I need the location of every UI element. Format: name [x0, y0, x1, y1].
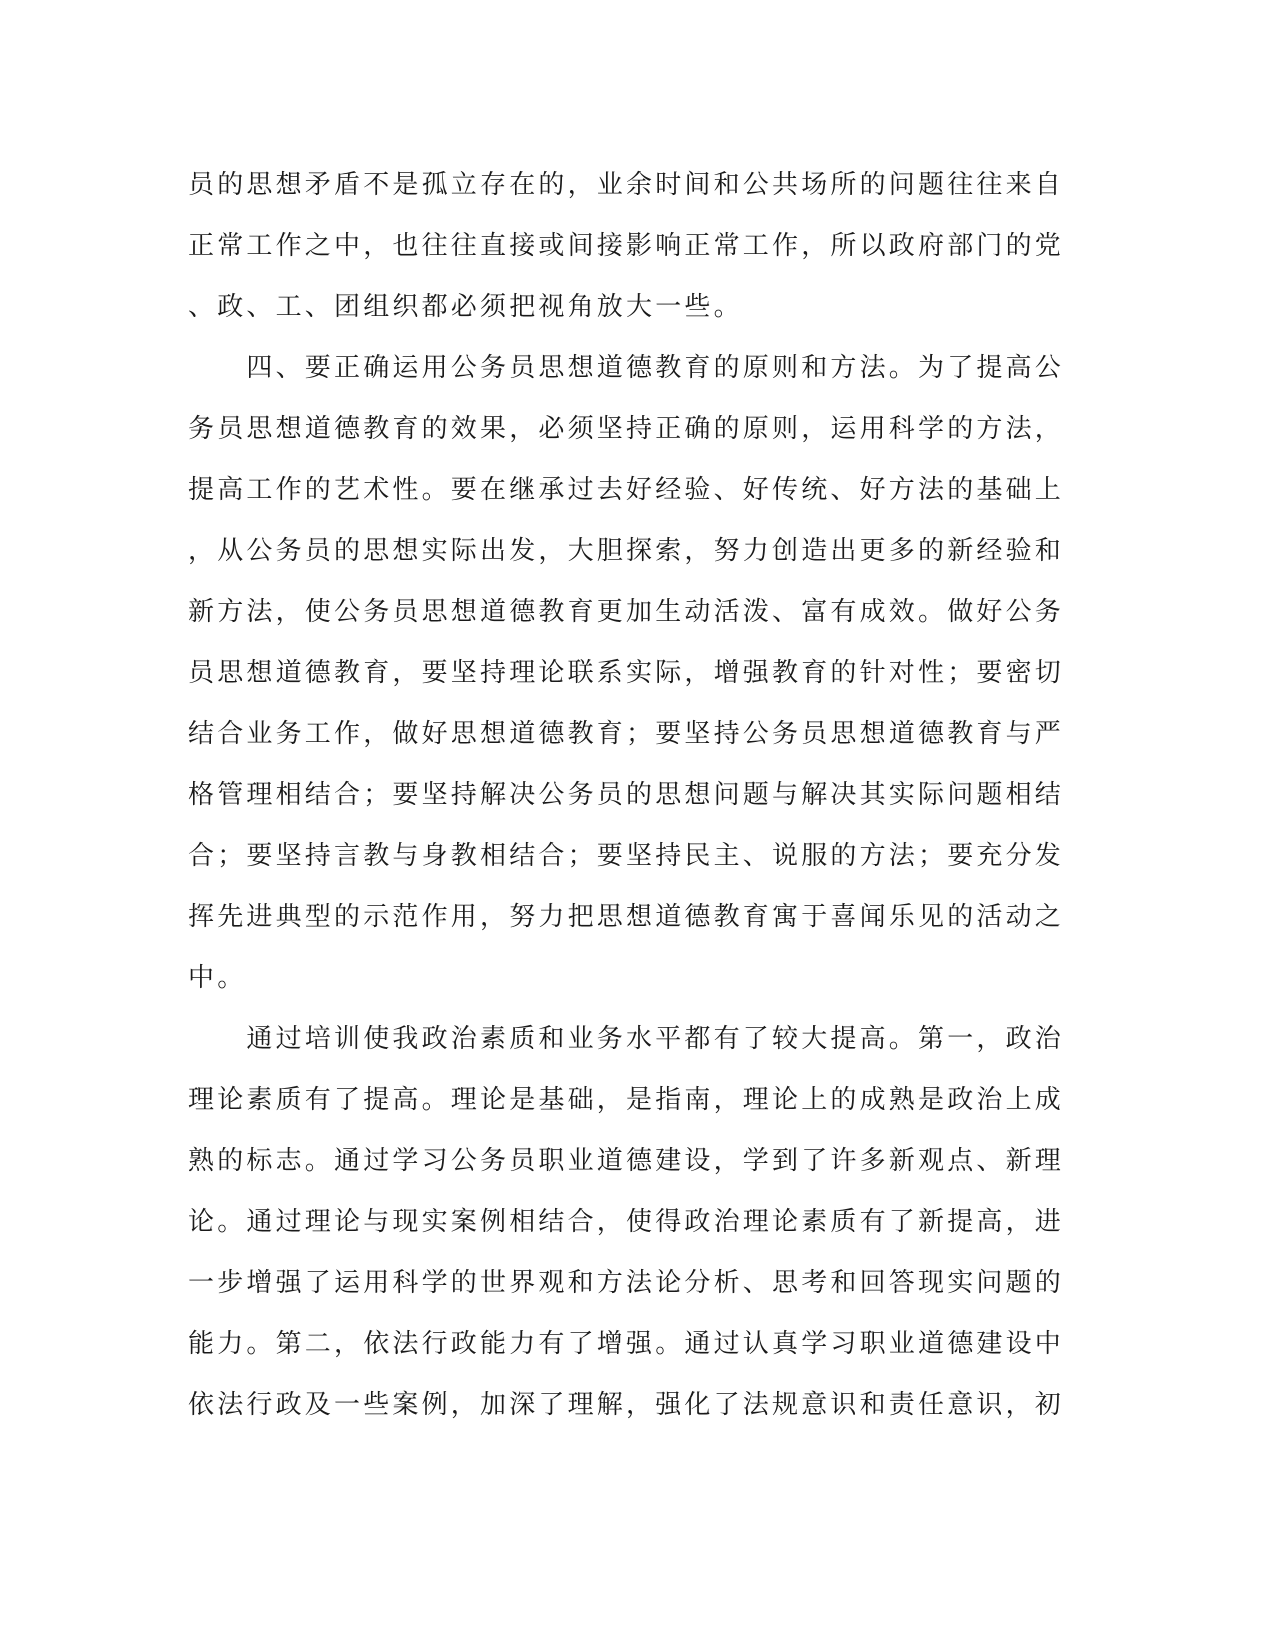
- text-line: ，从公务员的思想实际出发，大胆探索，努力创造出更多的新经验和: [188, 536, 1065, 566]
- text-line: 通过培训使我政治素质和业务水平都有了较大提高。第一，政治: [188, 1024, 1065, 1054]
- text-line: 一步增强了运用科学的世界观和方法论分析、思考和回答现实问题的: [188, 1268, 1065, 1298]
- text-line: 务员思想道德教育的效果，必须坚持正确的原则，运用科学的方法，: [188, 414, 1065, 444]
- text-line: 员的思想矛盾不是孤立存在的，业余时间和公共场所的问题往往来自: [188, 170, 1065, 200]
- text-line: 新方法，使公务员思想道德教育更加生动活泼、富有成效。做好公务: [188, 597, 1065, 627]
- paragraph-3: [188, 1009, 1088, 1436]
- text-line: 依法行政及一些案例，加深了理解，强化了法规意识和责任意识，初: [188, 1390, 1065, 1420]
- text-line: 员思想道德教育，要坚持理论联系实际，增强教育的针对性；要密切: [188, 658, 1065, 688]
- text-line: 论。通过理论与现实案例相结合，使得政治理论素质有了新提高，进: [188, 1207, 1065, 1237]
- text-line: 熟的标志。通过学习公务员职业道德建设，学到了许多新观点、新理: [188, 1146, 1065, 1176]
- paragraph-1: [188, 155, 1088, 338]
- text-line: 格管理相结合；要坚持解决公务员的思想问题与解决其实际问题相结: [188, 780, 1065, 810]
- text-line: 提高工作的艺术性。要在继承过去好经验、好传统、好方法的基础上: [188, 475, 1065, 505]
- text-line: 能力。第二，依法行政能力有了增强。通过认真学习职业道德建设中: [188, 1329, 1065, 1359]
- document-body: [188, 155, 1088, 1436]
- text-line: 正常工作之中，也往往直接或间接影响正常工作，所以政府部门的党: [188, 231, 1065, 261]
- text-line: 挥先进典型的示范作用，努力把思想道德教育寓于喜闻乐见的活动之: [188, 902, 1065, 932]
- text-line: 中。: [188, 963, 247, 993]
- text-line: 合；要坚持言教与身教相结合；要坚持民主、说服的方法；要充分发: [188, 841, 1065, 871]
- text-line: 结合业务工作，做好思想道德教育；要坚持公务员思想道德教育与严: [188, 719, 1065, 749]
- text-line: 、政、工、团组织都必须把视角放大一些。: [188, 292, 743, 322]
- text-line: 理论素质有了提高。理论是基础，是指南，理论上的成熟是政治上成: [188, 1085, 1065, 1115]
- paragraph-2: [188, 338, 1088, 1009]
- text-line: 四、要正确运用公务员思想道德教育的原则和方法。为了提高公: [188, 353, 1065, 383]
